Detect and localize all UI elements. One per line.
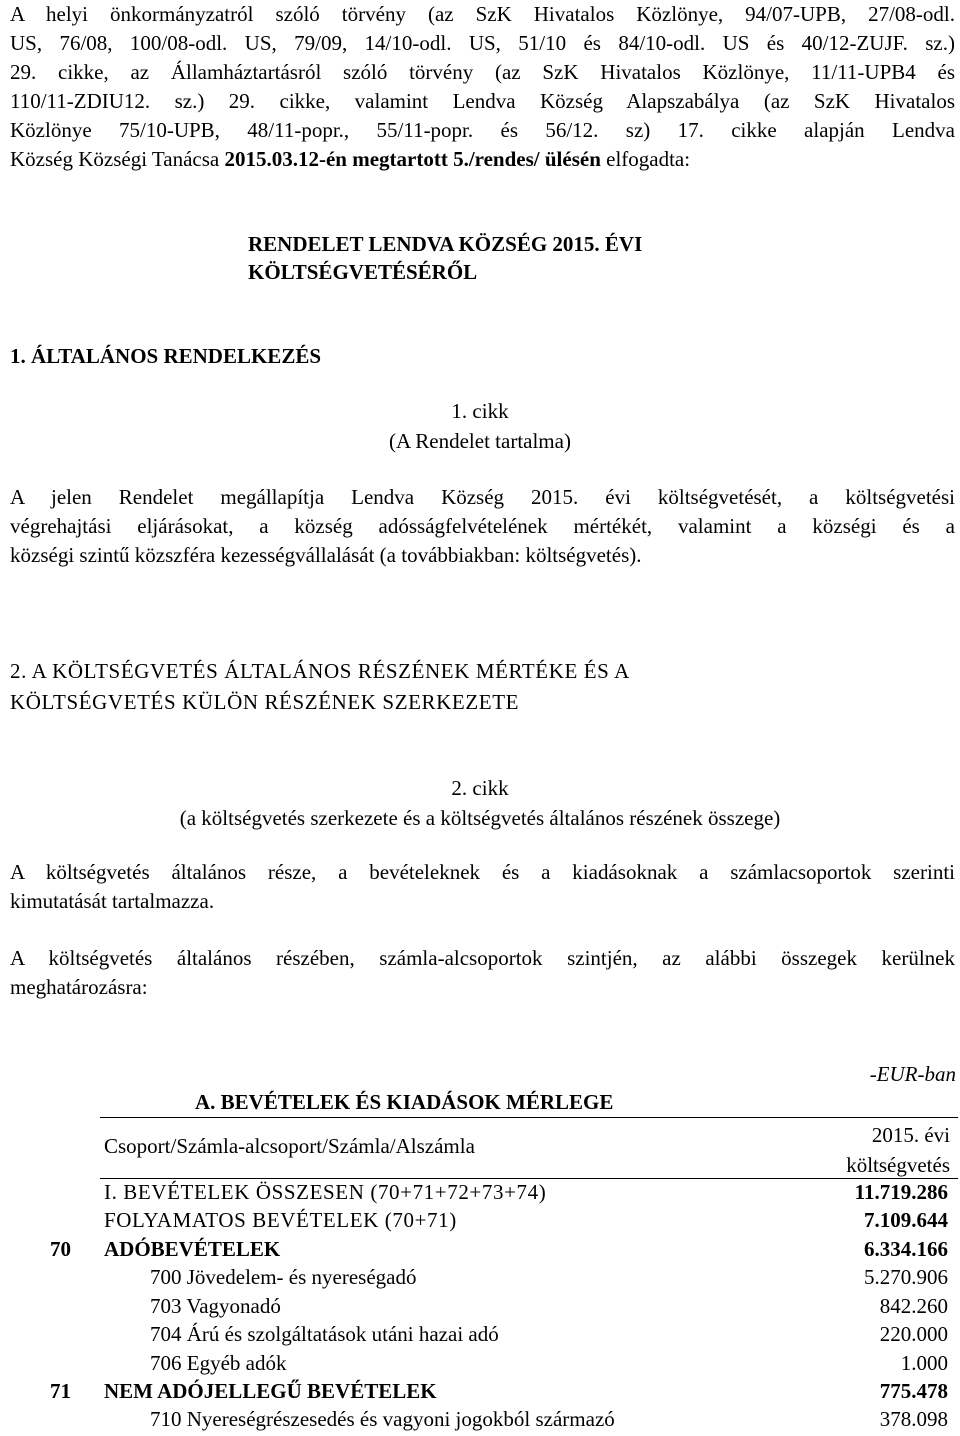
article-1-title: (A Rendelet tartalma) (389, 429, 571, 453)
row-amount: 11.719.286 (854, 1180, 948, 1204)
row-label: FOLYAMATOS BEVÉTELEK (70+71) (104, 1208, 457, 1232)
article-1-paragraph (10, 483, 955, 570)
row-label (104, 1178, 546, 1206)
row-label: 706 Egyéb adók (150, 1351, 287, 1375)
row-amount: 6.334.166 (864, 1237, 948, 1261)
column-header-budget (846, 1120, 950, 1180)
table-top-rule (100, 1117, 958, 1118)
row-code: 70 (50, 1237, 71, 1261)
preamble-line: 29. cikke, az Államháztartásról szóló törvény (az SzK Hivatalos Közlönye, 11/11-UPB4 és (10, 60, 955, 84)
paragraph-line: kimutatását tartalmazza. (10, 889, 215, 913)
table-row (0, 1377, 960, 1405)
balance-table-title: A. BEVÉTELEK ÉS KIADÁSOK MÉRLEGE (195, 1090, 614, 1114)
table-row (0, 1349, 960, 1377)
table-row (0, 1235, 960, 1263)
article-1-header (0, 396, 960, 456)
preamble-line: US, 76/08, 100/08-odl. US, 79/09, 14/10-odl. US, 51/10 és 84/10-odl. US és 40/12-ZUJF. sz.) (10, 31, 955, 55)
section-2-heading-line-1: 2. A KÖLTSÉGVETÉS ÁLTALÁNOS RÉSZÉNEK MÉRTÉKE ÉS A (10, 659, 630, 683)
row-label: 700 Jövedelem- és nyereségadó (150, 1265, 417, 1289)
paragraph-line: községi szintű közszféra kezességvállalását (a továbbiakban: költségvetés). (10, 543, 642, 567)
row-code: 71 (50, 1379, 71, 1403)
table-row (0, 1320, 960, 1348)
article-2-title: (a költségvetés szerkezete és a költségvetés általános részének összege) (179, 806, 781, 830)
paragraph-line: meghatározásra: (10, 975, 148, 999)
column-header-budget-line-2: költségvetés (846, 1153, 950, 1177)
article-2-paragraph-2 (10, 944, 955, 1002)
table-row (0, 1405, 960, 1433)
row-amount: 842.260 (879, 1294, 948, 1318)
table-row (0, 1292, 960, 1320)
column-header-account: Csoport/Számla-alcsoport/Számla/Alszámla (104, 1134, 475, 1158)
preamble-line: Közlönye 75/10-UPB, 48/11-popr., 55/11-popr. és 56/12. sz) 17. cikke alapján Lendva (10, 118, 955, 142)
preamble-last-line (10, 145, 955, 174)
paragraph-line: A költségvetés általános részében, számla-alcsoportok szintjén, az alábbi összegek kerülnek (10, 946, 955, 970)
column-header-budget-line-1: 2015. évi (871, 1123, 950, 1147)
paragraph-line: A jelen Rendelet megállapítja Lendva Község 2015. évi költségvetését, a költségvetési (10, 485, 955, 509)
row-amount: 1.000 (900, 1351, 948, 1375)
title-line-1: RENDELET LENDVA KÖZSÉG 2015. ÉVI (248, 232, 643, 256)
row-amount: 220.000 (879, 1322, 948, 1346)
row-label: ADÓBEVÉTELEK (104, 1237, 281, 1261)
section-2-heading-line-2: KÖLTSÉGVETÉS KÜLÖN RÉSZÉNEK SZERKEZETE (10, 690, 520, 714)
row-amount: 775.478 (879, 1379, 948, 1403)
table-row (0, 1206, 960, 1234)
paragraph-line: A költségvetés általános része, a bevételeknek és a kiadásoknak a számlacsoportok szerinti (10, 860, 955, 884)
row-amount: 378.098 (879, 1407, 948, 1431)
paragraph-line: végrehajtási eljárásokat, a község adósságfelvételének mértékét, valamint a községi és a (10, 514, 955, 538)
row-label: 704 Árú és szolgáltatások utáni hazai adó (150, 1322, 499, 1346)
article-2-header (0, 773, 960, 833)
preamble-text: elfogadta: (600, 147, 691, 171)
article-2-number: 2. cikk (451, 776, 509, 800)
section-2-heading (10, 656, 630, 718)
table-row (0, 1178, 960, 1206)
preamble-text: Község Községi Tanácsa (10, 147, 225, 171)
row-amount: 5.270.906 (864, 1265, 948, 1289)
preamble-line: 110/11-ZDIU12. sz.) 29. cikke, valamint Lendva Község Alapszabálya (az SzK Hivatalos (10, 89, 955, 113)
row-label: NEM ADÓJELLEGŰ BEVÉTELEK (104, 1379, 437, 1403)
total-label: I. BEVÉTELEK ÖSSZESEN (70+71+72+73+74) (104, 1180, 547, 1204)
row-label: 710 Nyereségrészesedés és vagyoni jogokból származó (150, 1407, 615, 1431)
preamble (10, 0, 955, 174)
title-line-2: KÖLTSÉGVETÉSÉRŐL (248, 260, 478, 284)
section-1-heading: 1. ÁLTALÁNOS RENDELKEZÉS (10, 344, 322, 368)
table-row (0, 1263, 960, 1291)
currency-unit: -EUR-ban (869, 1062, 956, 1086)
row-label: 703 Vagyonadó (150, 1294, 281, 1318)
article-2-paragraph-1 (10, 858, 955, 916)
session-date: 2015.03.12-én megtartott 5./rendes/ ülésén (224, 147, 601, 171)
regulation-title (248, 230, 748, 286)
preamble-line: A helyi önkormányzatról szóló törvény (az SzK Hivatalos Közlönye, 94/07-UPB, 27/08-odl. (10, 2, 955, 26)
row-amount: 7.109.644 (864, 1208, 948, 1232)
article-1-number: 1. cikk (451, 399, 509, 423)
